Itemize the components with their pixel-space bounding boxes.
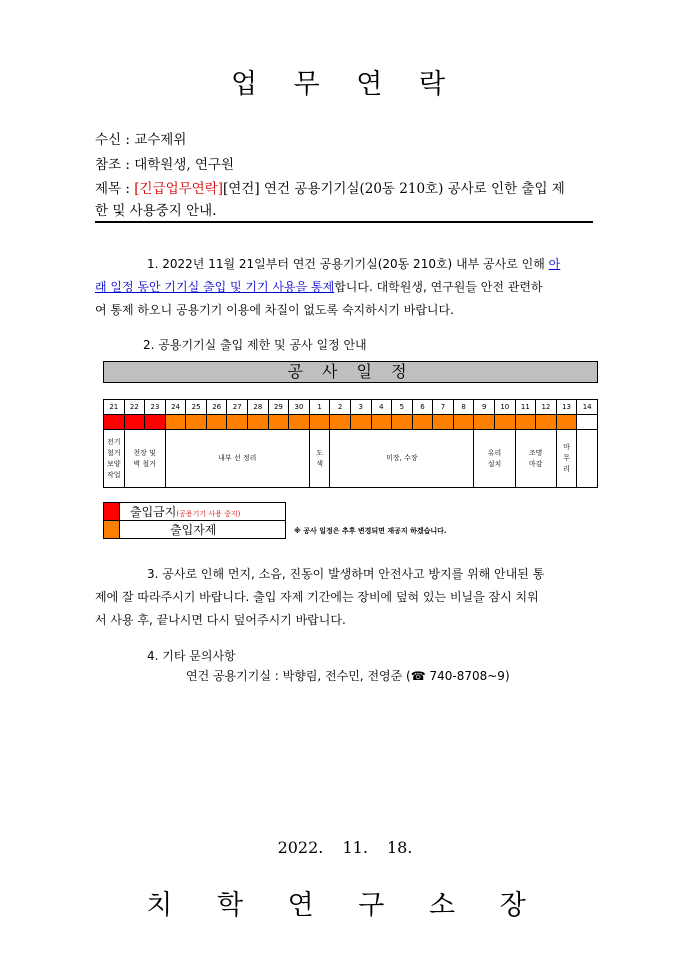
schedule-activity-8: 마 무 리: [556, 430, 577, 488]
schedule-banner: 공 사 일 정: [103, 361, 598, 383]
schedule-status-7: [227, 415, 248, 430]
schedule-day-7: 27: [227, 400, 248, 415]
subject-prefix: 제목 :: [95, 181, 135, 197]
legend-ban-note: (공용기기 사용 중지): [176, 510, 241, 518]
legend-restrict-label: 출입자제: [120, 521, 286, 539]
schedule-status-23: [556, 415, 577, 430]
schedule-day-4: 24: [165, 400, 186, 415]
legend-orange-swatch: [104, 521, 120, 539]
schedule-day-12: 2: [330, 400, 351, 415]
schedule-day-16: 6: [412, 400, 433, 415]
schedule-table: [103, 399, 598, 488]
schedule-day-22: 12: [536, 400, 557, 415]
schedule-status-3: [145, 415, 166, 430]
item1-link-a: 아: [548, 257, 561, 271]
schedule-status-row: [104, 415, 598, 430]
subject-line: [95, 177, 565, 197]
schedule-status-14: [371, 415, 392, 430]
schedule-status-6: [206, 415, 227, 430]
urgent-tag: [긴급업무연락]: [134, 181, 223, 197]
schedule-day-20: 10: [494, 400, 515, 415]
schedule-day-24: 14: [577, 400, 598, 415]
legend-red-swatch: [104, 503, 120, 521]
schedule-activity-4: 도 색: [309, 430, 330, 488]
schedule-status-10: [289, 415, 310, 430]
item1-text-a: 1. 2022년 11월 21일부터 연건 공용기기실(20동 210호) 내부 공사로 인해: [147, 257, 549, 271]
schedule-status-1: [104, 415, 125, 430]
item1-text-b: 합니다. 대학원생, 연구원들 안전 관련하: [334, 280, 543, 294]
schedule-status-17: [433, 415, 454, 430]
item-4-contact: 연건 공용기기실 : 박향림, 전수민, 전영준 (☎ 740-8708~9): [186, 669, 510, 683]
schedule-status-20: [494, 415, 515, 430]
item-4-heading: 4. 기타 문의사항: [147, 649, 236, 663]
schedule-status-19: [474, 415, 495, 430]
schedule-days-row: [104, 400, 598, 415]
schedule-activity-9: [577, 430, 598, 488]
schedule-status-13: [350, 415, 371, 430]
schedule-day-13: 3: [350, 400, 371, 415]
item-2: 2. 공용기기실 출입 제한 및 공사 일정 안내: [143, 338, 367, 352]
schedule-day-17: 7: [433, 400, 454, 415]
schedule-status-18: [453, 415, 474, 430]
reference-line: 참조 : 대학원생, 연구원: [95, 157, 235, 173]
item3-line1: 3. 공사로 인해 먼지, 소음, 진동이 발생하며 안전사고 방지를 위해 안내된 통: [147, 567, 545, 581]
schedule-status-5: [186, 415, 207, 430]
schedule-day-23: 13: [556, 400, 577, 415]
schedule-activities-row: [104, 430, 598, 488]
schedule-status-16: [412, 415, 433, 430]
schedule-activity-5: 미장, 수장: [330, 430, 474, 488]
item1-text-c: 여 통제 하오니 공용기기 이용에 차질이 없도록 숙지하시기 바랍니다.: [95, 303, 454, 317]
subject-line-2: 한 및 사용중지 안내.: [95, 203, 217, 219]
issuer: 치 학 연 구 소 장: [146, 890, 544, 921]
schedule-status-9: [268, 415, 289, 430]
document-title: 업 무 연 락: [230, 69, 460, 100]
schedule-day-1: 21: [104, 400, 125, 415]
schedule-activity-7: 조명 마감: [515, 430, 556, 488]
schedule-status-11: [309, 415, 330, 430]
schedule-day-21: 11: [515, 400, 536, 415]
schedule-status-8: [248, 415, 269, 430]
document-date: 2022. 11. 18.: [277, 838, 413, 857]
schedule-status-12: [330, 415, 351, 430]
recipient-line: 수신 : 교수제위: [95, 132, 187, 148]
schedule-status-2: [124, 415, 145, 430]
schedule-day-3: 23: [145, 400, 166, 415]
item1-link-b: 래 일정 동안 기기실 출입 및 기기 사용을 통제: [95, 280, 335, 294]
schedule-status-21: [515, 415, 536, 430]
item3-line2: 제에 잘 따라주시기 바랍니다. 출입 자제 기간에는 장비에 덮혀 있는 비닐을 잠시 치워: [95, 590, 539, 604]
schedule-status-24: [577, 415, 598, 430]
subject-text-1: [연건] 연건 공용기기실(20동 210호) 공사로 인한 출입 제: [223, 181, 565, 197]
item3-line3: 서 사용 후, 끝나시면 다시 덮어주시기 바랍니다.: [95, 613, 346, 627]
schedule-day-19: 9: [474, 400, 495, 415]
legend-ban-label: 출입금지: [130, 505, 177, 519]
schedule-status-4: [165, 415, 186, 430]
schedule-day-11: 1: [309, 400, 330, 415]
schedule-status-22: [536, 415, 557, 430]
item-3: [95, 563, 595, 632]
schedule-day-15: 5: [392, 400, 413, 415]
schedule-day-10: 30: [289, 400, 310, 415]
schedule-day-2: 22: [124, 400, 145, 415]
schedule-activity-1: 전기 철거 보양 작업: [104, 430, 125, 488]
schedule-activity-3: 내부 선 정리: [165, 430, 309, 488]
schedule-day-14: 4: [371, 400, 392, 415]
schedule-activity-2: 천장 및 벽 철거: [124, 430, 165, 488]
legend: [103, 502, 286, 539]
schedule-day-6: 26: [206, 400, 227, 415]
header-divider: [95, 221, 593, 223]
item-1: [95, 253, 595, 322]
schedule-day-8: 28: [248, 400, 269, 415]
schedule-status-15: [392, 415, 413, 430]
schedule-day-18: 8: [453, 400, 474, 415]
schedule-activity-6: 유리 설치: [474, 430, 515, 488]
schedule-note: ※ 공사 일정은 추후 변경되면 재공지 하겠습니다.: [294, 527, 447, 535]
schedule-day-5: 25: [186, 400, 207, 415]
schedule-day-9: 29: [268, 400, 289, 415]
